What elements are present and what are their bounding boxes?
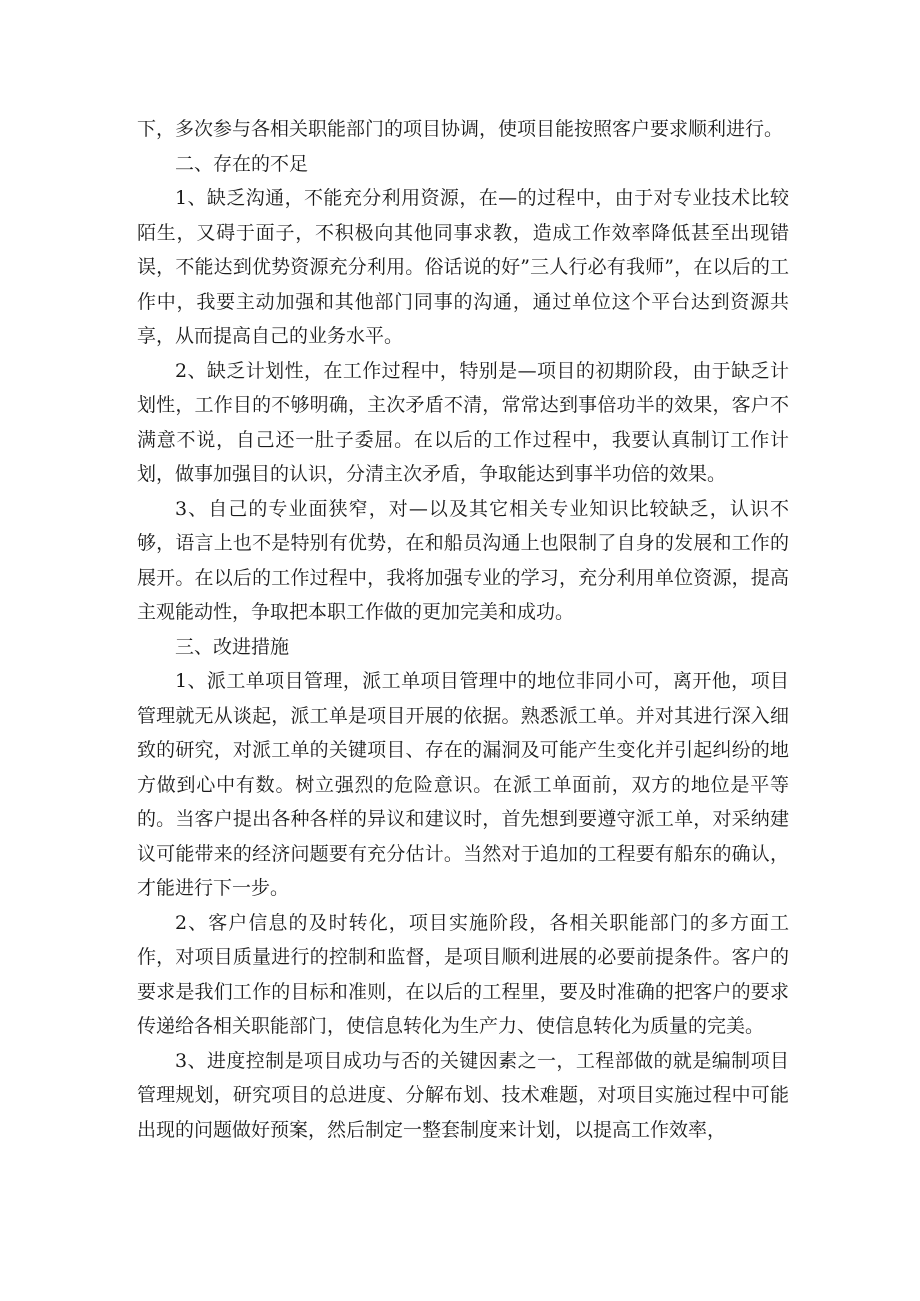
paragraph-shortcoming-2: 2、缺乏计划性，在工作过程中，特别是—项目的初期阶段，由于缺乏计划性，工作目的不够明确，主次矛盾不清，常常达到事倍功半的效果，客户不满意不说，自己还一肚子委屈。在以后的工作过程中，我要认真制订工作计划，做事加强目的认识，分清主次矛盾，争取能达到事半功倍的效果。 (137, 359, 789, 485)
paragraph-improvement-1: 1、派工单项目管理，派工单项目管理中的地位非同小可，离开他，项目管理就无从谈起，派工单是项目开展的依据。熟悉派工单。并对其进行深入细致的研究，对派工单的关键项目、存在的漏洞及可能产生变化并引起纠纷的地方做到心中有数。树立强烈的危险意识。在派工单面前，双方的地位是平等的。当客户提出各种各样的异议和建议时，首先想到要遵守派工单，对采纳建议可能带来的经济问题要有充分估计。当然对于追加的工程要有船东的确认，才能进行下一步。 (137, 670, 789, 899)
paragraph-shortcoming-1: 1、缺乏沟通，不能充分利用资源，在—的过程中，由于对专业技术比较陌生，又碍于面子，不积极向其他同事求教，造成工作效率降低甚至出现错误，不能达到优势资源充分利用。俗话说的好”三人行必有我师”，在以后的工作中，我要主动加强和其他部门同事的沟通，通过单位这个平台达到资源共享，从而提高自己的业务水平。 (137, 187, 789, 347)
section-heading-shortcomings: 二、存在的不足 (175, 152, 309, 175)
paragraph-improvement-2: 2、客户信息的及时转化，项目实施阶段，各相关职能部门的多方面工作，对项目质量进行的控制和监督，是项目顺利进展的必要前提条件。客户的要求是我们工作的目标和准则，在以后的工程里，要及时准确的把客户的要求传递给各相关职能部门，使信息转化为生产力、使信息转化为质量的完美。 (137, 911, 789, 1037)
section-heading-improvements: 三、改进措施 (175, 635, 290, 658)
paragraph-shortcoming-3: 3、自己的专业面狭窄，对—以及其它相关专业知识比较缺乏，认识不够，语言上也不是特别有优势，在和船员沟通上也限制了自身的发展和工作的展开。在以后的工作过程中，我将加强专业的学习，充分利用单位资源，提高主观能动性，争取把本职工作做的更加完美和成功。 (137, 497, 789, 623)
paragraph-improvement-3: 3、进度控制是项目成功与否的关键因素之一，工程部做的就是编制项目管理规划，研究项目的总进度、分解布划、技术难题，对项目实施过程中可能出现的问题做好预案，然后制定一整套制度来计划，以提高工作效率， (137, 1049, 789, 1141)
document-body (137, 112, 789, 1147)
paragraph-continuation: 下，多次参与各相关职能部门的项目协调，使项目能按照客户要求顺利进行。 (137, 118, 784, 140)
